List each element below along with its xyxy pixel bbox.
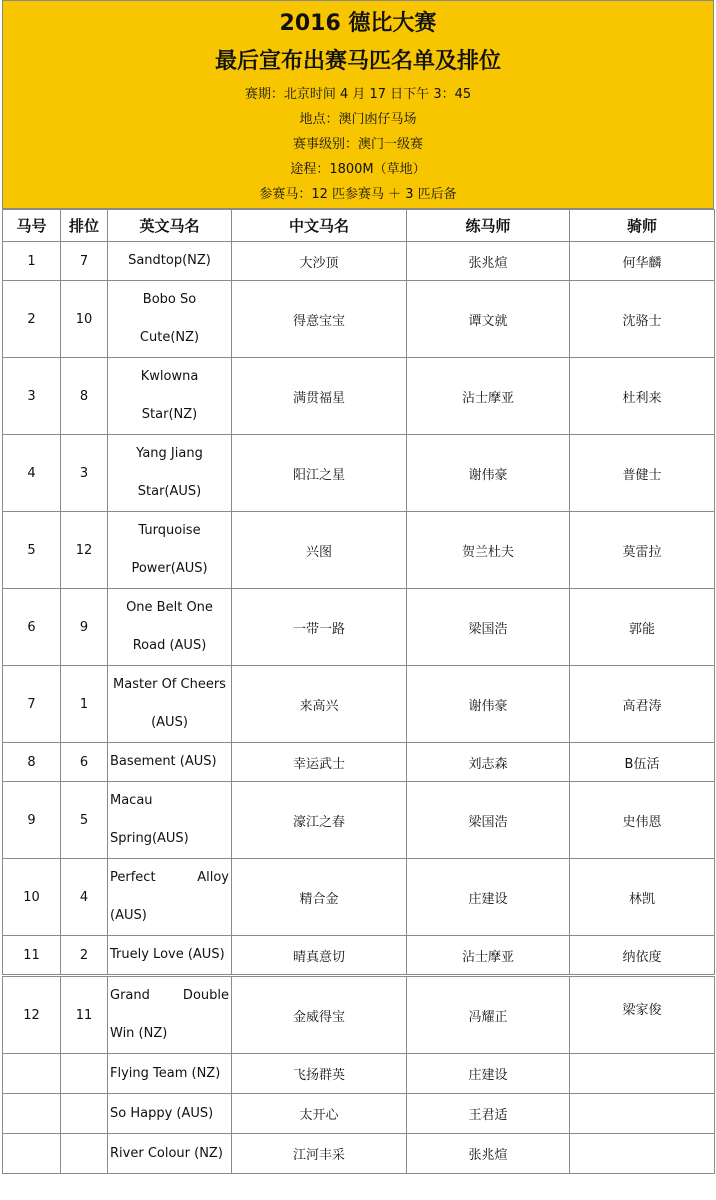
col-header-chinese-name: 中文马名 (232, 210, 407, 242)
cell-number (3, 1054, 61, 1094)
english-name-line: Basement (AUS) (110, 754, 217, 769)
cell-chinese-name: 一带一路 (232, 589, 407, 666)
english-name-line: Spring(AUS) (110, 831, 189, 846)
cell-chinese-name: 大沙顶 (232, 242, 407, 281)
col-header-number: 马号 (3, 210, 61, 242)
english-name-line: (AUS) (110, 908, 147, 923)
cell-trainer: 冯耀正 (407, 976, 570, 1054)
cell-english-name (108, 1094, 232, 1134)
cell-chinese-name: 太开心 (232, 1094, 407, 1134)
cell-chinese-name: 晴真意切 (232, 936, 407, 976)
english-name-line: Power(AUS) (131, 561, 208, 576)
cell-chinese-name: 幸运武士 (232, 743, 407, 782)
cell-chinese-name: 濠江之春 (232, 782, 407, 859)
cell-draw: 9 (61, 589, 108, 666)
cell-draw: 3 (61, 435, 108, 512)
english-name-line: Truely Love (AUS) (110, 947, 225, 962)
cell-draw: 7 (61, 242, 108, 281)
race-venue: 地点：澳门凼仔马场 (299, 112, 417, 127)
table-row (3, 281, 715, 358)
table-row (3, 358, 715, 435)
english-name-line: Flying Team (NZ) (110, 1065, 221, 1081)
cell-jockey: 何华麟 (570, 242, 715, 281)
table-row (3, 1054, 715, 1094)
cell-trainer: 贺兰杜夫 (407, 512, 570, 589)
cell-chinese-name: 精合金 (232, 859, 407, 936)
cell-draw: 10 (61, 281, 108, 358)
cell-english-name (108, 859, 232, 936)
race-distance: 途程：1800M（草地） (290, 162, 426, 177)
document (2, 0, 714, 1174)
cell-jockey: 纳依度 (570, 936, 715, 976)
cell-english-name (108, 743, 232, 782)
table-row (3, 1094, 715, 1134)
english-name-line: Master Of Cheers (113, 677, 226, 692)
cell-number: 7 (3, 666, 61, 743)
cell-number: 5 (3, 512, 61, 589)
cell-trainer: 沾士摩亚 (407, 358, 570, 435)
race-date: 赛期：北京时间 4 月 17 日下午 3：45 (244, 87, 472, 102)
english-name-line: Cute(NZ) (139, 330, 200, 345)
english-name-line: Win (NZ) (110, 1026, 168, 1041)
cell-jockey (570, 1134, 715, 1174)
table-row (3, 859, 715, 936)
cell-trainer: 谢伟豪 (407, 435, 570, 512)
cell-english-name (108, 242, 232, 281)
english-name-line: So Happy (AUS) (110, 1105, 214, 1121)
cell-jockey: 梁家俊 (570, 976, 715, 1054)
cell-jockey (570, 1054, 715, 1094)
cell-jockey: 普健士 (570, 435, 715, 512)
cell-english-name (108, 1054, 232, 1094)
cell-chinese-name: 飞扬群英 (232, 1054, 407, 1094)
cell-english-name (108, 358, 232, 435)
english-name-line: Star(NZ) (141, 407, 198, 422)
cell-draw (61, 1094, 108, 1134)
cell-chinese-name: 得意宝宝 (232, 281, 407, 358)
english-name-line: Star(AUS) (137, 484, 202, 499)
table-row (3, 512, 715, 589)
cell-trainer: 王君适 (407, 1094, 570, 1134)
table-row (3, 743, 715, 782)
table-row (3, 1134, 715, 1174)
header-panel (2, 0, 714, 209)
cell-chinese-name: 兴图 (232, 512, 407, 589)
cell-jockey (570, 1094, 715, 1134)
table-row (3, 589, 715, 666)
cell-draw: 2 (61, 936, 108, 976)
english-name-line: One Belt One (126, 600, 213, 615)
cell-trainer: 沾士摩亚 (407, 936, 570, 976)
english-name-line: Macau (110, 793, 153, 808)
cell-trainer: 梁国浩 (407, 589, 570, 666)
cell-english-name (108, 435, 232, 512)
cell-trainer: 谭文就 (407, 281, 570, 358)
cell-draw (61, 1054, 108, 1094)
cell-number: 4 (3, 435, 61, 512)
cell-english-name (108, 936, 232, 976)
english-name-line: Bobo So (142, 292, 197, 307)
cell-number: 11 (3, 936, 61, 976)
table-row (3, 782, 715, 859)
cell-jockey: 高君涛 (570, 666, 715, 743)
cell-draw: 5 (61, 782, 108, 859)
cell-trainer: 谢伟豪 (407, 666, 570, 743)
cell-jockey: 史伟恩 (570, 782, 715, 859)
cell-number: 1 (3, 242, 61, 281)
cell-number: 2 (3, 281, 61, 358)
cell-chinese-name: 满贯福星 (232, 358, 407, 435)
english-name-line: Kwlowna (140, 369, 199, 384)
cell-trainer: 张兆煊 (407, 242, 570, 281)
english-name-line: Sandtop(NZ) (128, 253, 211, 268)
english-name-line: Yang Jiang (136, 446, 203, 461)
race-grade: 赛事级别：澳门一级赛 (292, 137, 423, 152)
cell-english-name (108, 512, 232, 589)
english-name-line: River Colour (NZ) (110, 1145, 223, 1161)
cell-number: 10 (3, 859, 61, 936)
cell-chinese-name: 来高兴 (232, 666, 407, 743)
cell-jockey: 沈骆士 (570, 281, 715, 358)
table-row (3, 666, 715, 743)
cell-trainer: 张兆煊 (407, 1134, 570, 1174)
col-header-english-name: 英文马名 (108, 210, 232, 242)
cell-draw: 1 (61, 666, 108, 743)
cell-trainer: 庄建设 (407, 1054, 570, 1094)
table-row (3, 976, 715, 1054)
cell-draw: 6 (61, 743, 108, 782)
cell-english-name (108, 976, 232, 1054)
cell-number: 3 (3, 358, 61, 435)
col-header-draw: 排位 (61, 210, 108, 242)
cell-trainer: 梁国浩 (407, 782, 570, 859)
cell-number: 9 (3, 782, 61, 859)
cell-jockey: 林凯 (570, 859, 715, 936)
cell-trainer: 庄建设 (407, 859, 570, 936)
cell-draw (61, 1134, 108, 1174)
cell-jockey: 杜利来 (570, 358, 715, 435)
cell-number (3, 1134, 61, 1174)
table-row (3, 936, 715, 976)
cell-draw: 12 (61, 512, 108, 589)
cell-draw: 11 (61, 976, 108, 1054)
english-name-line: Road (AUS) (132, 638, 207, 653)
cell-english-name (108, 589, 232, 666)
runners-table (2, 209, 715, 1174)
title-line-2: 最后宣布出赛马匹名单及排位 (214, 49, 501, 74)
cell-jockey: 莫雷拉 (570, 512, 715, 589)
cell-chinese-name: 金威得宝 (232, 976, 407, 1054)
cell-draw: 8 (61, 358, 108, 435)
cell-number: 8 (3, 743, 61, 782)
cell-jockey: 郭能 (570, 589, 715, 666)
table-row (3, 242, 715, 281)
cell-english-name (108, 666, 232, 743)
cell-number (3, 1094, 61, 1134)
english-name-line: Turquoise (138, 523, 201, 538)
english-name-line: Perfect Alloy (110, 870, 229, 885)
cell-english-name (108, 1134, 232, 1174)
table-header-row (3, 210, 715, 242)
cell-trainer: 刘志森 (407, 743, 570, 782)
cell-number: 6 (3, 589, 61, 666)
col-header-trainer: 练马师 (407, 210, 570, 242)
cell-draw: 4 (61, 859, 108, 936)
cell-english-name (108, 281, 232, 358)
english-name-line: Grand Double (110, 988, 229, 1003)
cell-number: 12 (3, 976, 61, 1054)
english-name-line: (AUS) (151, 715, 188, 730)
cell-jockey: B伍活 (570, 743, 715, 782)
race-runners: 参赛马：12 匹参赛马 ＋ 3 匹后备 (259, 187, 457, 202)
table-row (3, 435, 715, 512)
title-line-1: 2016 德比大赛 (279, 11, 437, 36)
col-header-jockey: 骑师 (570, 210, 715, 242)
cell-chinese-name: 江河丰采 (232, 1134, 407, 1174)
cell-english-name (108, 782, 232, 859)
cell-chinese-name: 阳江之星 (232, 435, 407, 512)
